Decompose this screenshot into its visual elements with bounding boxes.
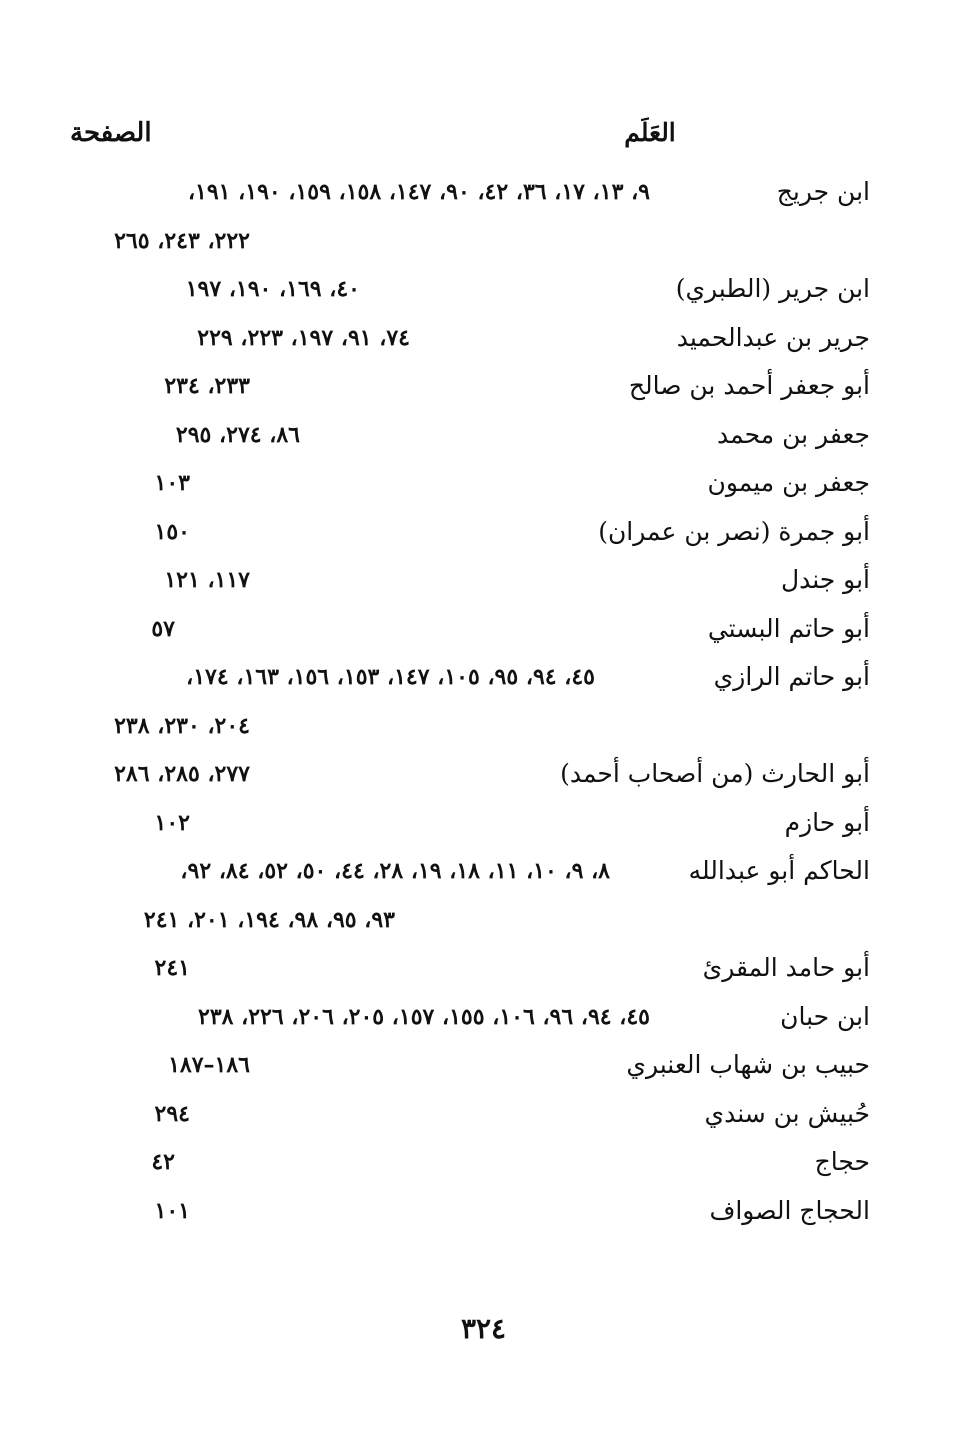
entry-name: أبو جندل: [780, 565, 870, 594]
entry-name: ابن حبان: [780, 1001, 870, 1031]
entry-pages: ٤٠، ١٦٩، ١٩٠، ١٩٧: [185, 276, 360, 302]
entry-name: حجاج: [814, 1147, 870, 1176]
list-item: [70, 605, 870, 654]
entry-pages: ٤٥، ٩٤، ٩٥، ١٠٥، ١٤٧، ١٥٣، ١٥٦، ١٦٣، ١٧٤،: [186, 664, 595, 690]
entry-name: ابن جرير (الطبري): [675, 274, 870, 303]
list-item: [70, 799, 870, 848]
list-item: [70, 1041, 870, 1090]
entry-pages: ٧٤، ٩١، ١٩٧، ٢٢٣، ٢٢٩: [197, 324, 410, 351]
entry-name: ابن جريج: [776, 177, 870, 206]
list-item: [70, 265, 870, 314]
list-item: [70, 459, 870, 508]
list-item: [70, 993, 870, 1042]
list-item: [70, 750, 870, 799]
list-item: [70, 508, 870, 557]
entry-pages: ٢٤١: [154, 955, 190, 981]
entry-name: الحجاج الصواف: [709, 1195, 870, 1225]
list-item: [70, 847, 870, 896]
list-item: [70, 314, 870, 363]
entry-pages: ٩، ١٣، ١٧، ٣٦، ٤٢، ٩٠، ١٤٧، ١٥٨، ١٥٩، ١٩٠، ١٩١،: [187, 179, 650, 205]
list-item: [70, 217, 870, 266]
entry-pages: ٢٣٣، ٢٣٤: [164, 373, 250, 399]
entry-pages: ٢٢٢، ٢٤٣، ٢٦٥: [114, 227, 250, 254]
entry-name: الحاكم أبو عبدالله: [688, 856, 870, 885]
entry-pages: ٨٦، ٢٧٤، ٢٩٥: [175, 421, 300, 448]
list-item: [70, 702, 870, 751]
entry-pages: ٢٠٤، ٢٣٠، ٢٣٨: [114, 712, 250, 739]
entry-name: حبيب بن شهاب العنبري: [626, 1050, 870, 1079]
list-item: [70, 362, 870, 411]
entry-pages: ١١٧، ١٢١: [164, 567, 250, 593]
entry-pages: ١٨٦–١٨٧: [168, 1052, 250, 1078]
entry-pages: ١٥٠: [154, 518, 190, 545]
entry-name: أبو حازم: [784, 807, 870, 837]
list-item: [70, 1138, 870, 1187]
list-item: [70, 896, 870, 945]
list-item: [70, 944, 870, 993]
entry-pages: ٢٧٧، ٢٨٥، ٢٨٦: [114, 761, 250, 787]
page-number: ٣٢٤: [460, 1312, 507, 1345]
entry-pages: ٨، ٩، ١٠، ١١، ١٨، ١٩، ٢٨، ٤٤، ٥٠، ٥٢، ٨٤، ٩٢،: [180, 858, 610, 884]
name-column-heading: العَلَم: [624, 118, 676, 147]
entry-name: أبو الحارث (من أصحاب أحمد): [560, 759, 870, 788]
list-item: [70, 1187, 870, 1236]
index-entries: [70, 168, 870, 1235]
list-item: [70, 411, 870, 460]
entry-pages: ١٠٢: [154, 809, 190, 836]
entry-pages: ١٠٣: [154, 470, 190, 496]
entry-name: أبو حامد المقرئ: [702, 953, 870, 982]
table-header: [70, 118, 870, 158]
entry-name: أبو جعفر أحمد بن صالح: [628, 371, 870, 400]
list-item: [70, 556, 870, 605]
entry-pages: ٤٢: [151, 1149, 175, 1175]
entry-pages: ٤٥، ٩٤، ٩٦، ١٠٦، ١٥٥، ١٥٧، ٢٠٥، ٢٠٦، ٢٢٦، ٢٣٨: [198, 1003, 650, 1030]
entry-pages: ١٠١: [154, 1197, 190, 1224]
entry-name: جرير بن عبدالحميد: [676, 322, 870, 352]
page-column-heading: الصفحة: [70, 118, 152, 148]
entry-pages: ٩٣، ٩٥، ٩٨، ١٩٤، ٢٠١، ٢٤١: [143, 906, 395, 933]
entry-pages: ٢٩٤: [154, 1100, 190, 1127]
entry-name: أبو حاتم الرازي: [713, 662, 870, 691]
list-item: [70, 653, 870, 702]
list-item: [70, 168, 870, 217]
entry-name: أبو حاتم البستي: [707, 613, 870, 643]
list-item: [70, 1090, 870, 1139]
entry-name: جعفر بن محمد: [717, 419, 870, 449]
entry-name: جعفر بن ميمون: [707, 468, 870, 497]
entry-name: حُبيش بن سندي: [704, 1098, 870, 1128]
entry-pages: ٥٧: [151, 615, 175, 642]
entry-name: أبو جمرة (نصر بن عمران): [598, 516, 870, 546]
